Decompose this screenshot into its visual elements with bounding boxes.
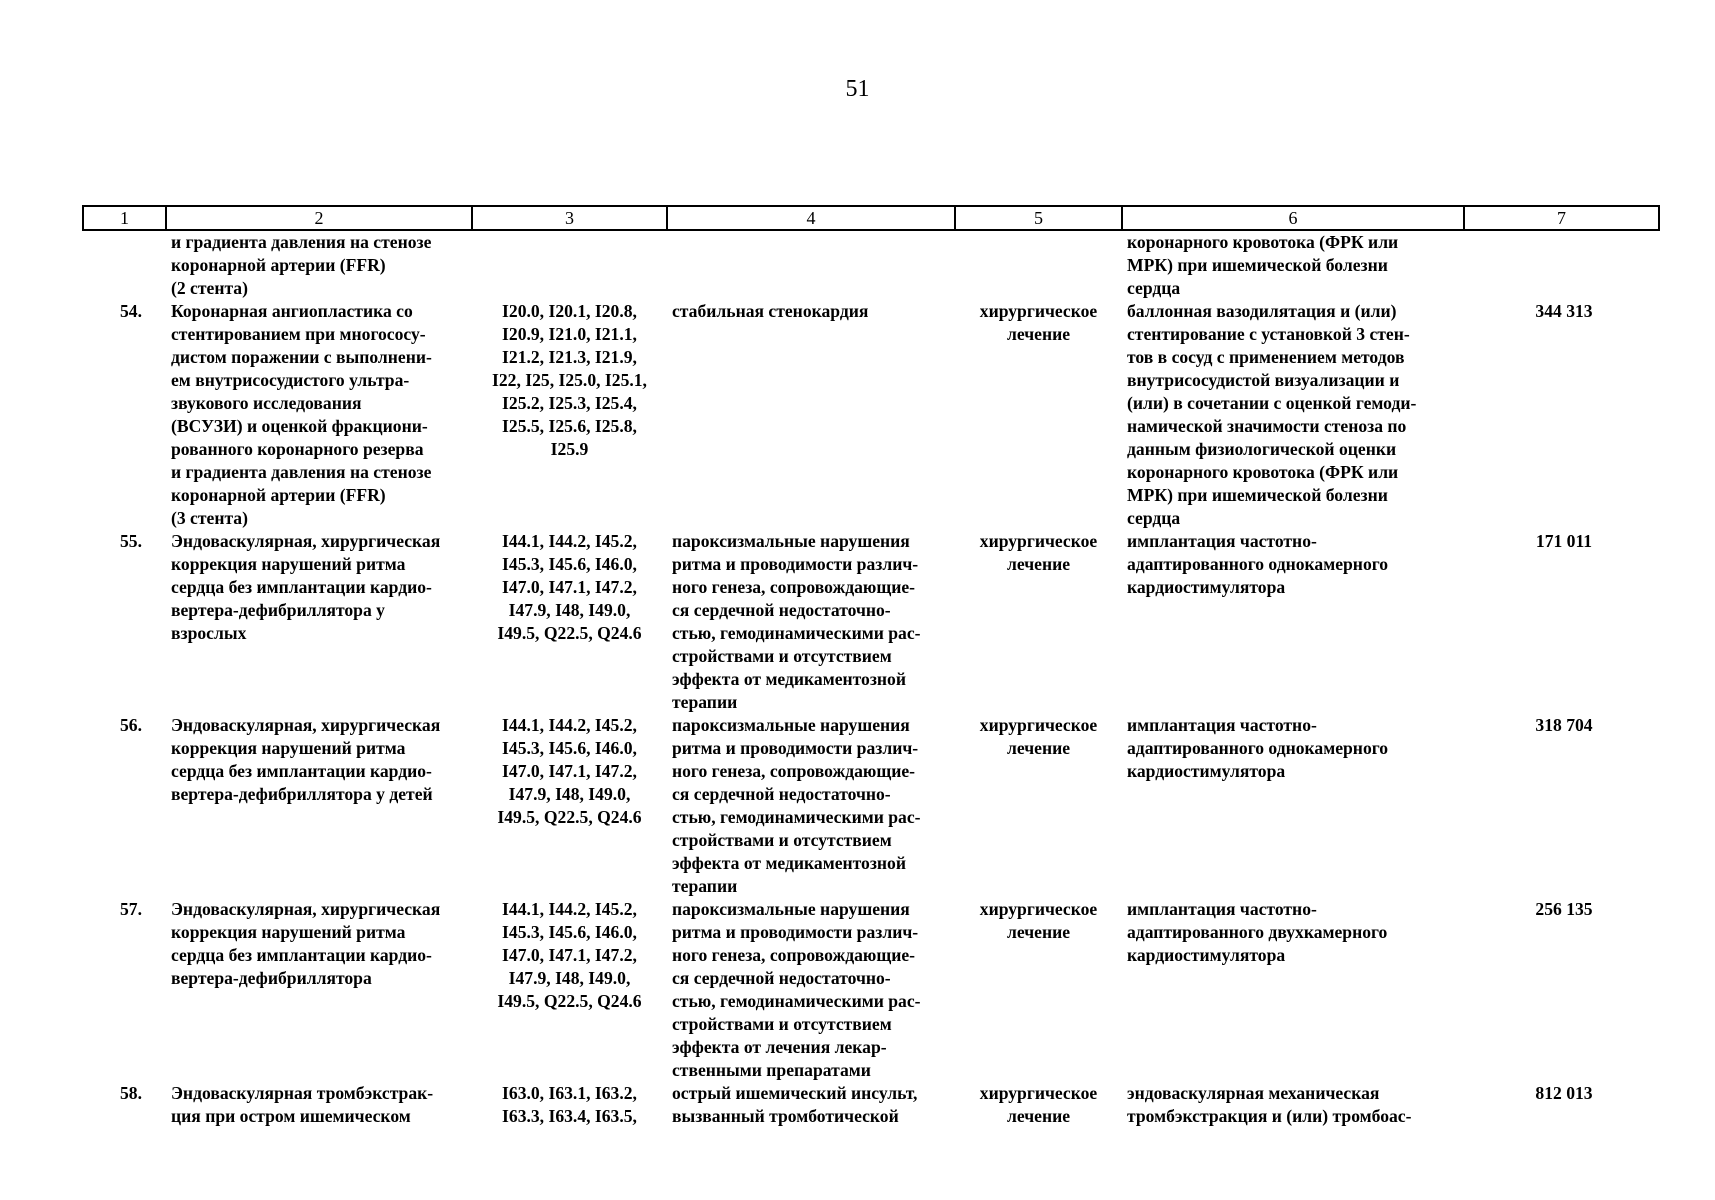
cell-line: коронарной артерии (FFR) <box>171 485 386 505</box>
cell-line: I49.5, Q22.5, Q24.6 <box>497 623 642 643</box>
cell-line: (2 стента) <box>171 278 248 298</box>
method-cell <box>1122 530 1464 714</box>
cell-line: I47.9, I48, I49.0, <box>508 784 631 804</box>
cont-num-cell <box>83 230 166 300</box>
codes-cell <box>472 530 667 714</box>
num-cell: 56. <box>120 715 142 735</box>
cell-line: коронарного кровотока (ФРК или <box>1127 462 1399 482</box>
header-col-3: 3 <box>472 206 667 230</box>
diag-cell <box>667 530 955 714</box>
cell-line: баллонная вазодилятация и (или) <box>1127 301 1397 321</box>
method-cell <box>1122 300 1464 530</box>
cell-line: хирургическое <box>979 301 1098 321</box>
cell-line: ритма и проводимости различ- <box>672 738 919 758</box>
cell-line: ем внутрисосудистого ультра- <box>171 370 410 390</box>
cell-line: внутрисосудистой визуализации и <box>1127 370 1400 390</box>
cell-line: ного генеза, сопровождающие- <box>672 945 916 965</box>
method-cell <box>1122 714 1464 898</box>
cell-line: ся сердечной недостаточно- <box>672 784 891 804</box>
cell-line: рованного коронарного резерва <box>171 439 424 459</box>
kind-cell <box>955 300 1122 530</box>
cell-line: имплантация частотно- <box>1127 715 1317 735</box>
cell-line: I45.3, I45.6, I46.0, <box>502 922 637 942</box>
cell-line: стройствами и отсутствием <box>672 830 892 850</box>
kind-cell <box>955 898 1122 1082</box>
table-row <box>83 1082 1659 1128</box>
cell-line: I47.9, I48, I49.0, <box>508 600 631 620</box>
cell-line: I47.9, I48, I49.0, <box>508 968 631 988</box>
cell-line: Эндоваскулярная, хирургическая <box>171 715 441 735</box>
cell-line: Эндоваскулярная, хирургическая <box>171 531 441 551</box>
cell-line: стройствами и отсутствием <box>672 1014 892 1034</box>
cell-line: I44.1, I44.2, I45.2, <box>502 531 637 551</box>
price-cell: 344 313 <box>1535 301 1593 321</box>
cell-line: МРК) при ишемической болезни <box>1127 255 1388 275</box>
cell-line: I20.0, I20.1, I20.8, <box>502 301 637 321</box>
codes-cell <box>472 1082 667 1128</box>
cell-line: пароксизмальные нарушения <box>672 715 910 735</box>
cell-line: стабильная стенокардия <box>672 301 869 321</box>
cell-line: I21.2, I21.3, I21.9, <box>502 347 637 367</box>
name-cell <box>166 1082 472 1128</box>
cell-line: стью, гемодинамическими рас- <box>672 807 921 827</box>
diag-cell <box>667 1082 955 1128</box>
cell-line: МРК) при ишемической болезни <box>1127 485 1388 505</box>
cell-line: I49.5, Q22.5, Q24.6 <box>497 991 642 1011</box>
cont-diag-cell <box>667 230 955 300</box>
num-cell: 57. <box>120 899 142 919</box>
cont-name-cell <box>166 230 472 300</box>
name-cell <box>166 898 472 1082</box>
num-cell: 55. <box>120 531 142 551</box>
cell-line: тромбэкстракция и (или) тромбоас- <box>1127 1106 1412 1126</box>
header-col-7: 7 <box>1464 206 1659 230</box>
codes-cell <box>472 300 667 530</box>
header-col-6: 6 <box>1122 206 1464 230</box>
cell-line: и градиента давления на стенозе <box>171 462 432 482</box>
header-col-1: 1 <box>83 206 166 230</box>
cell-line: кардиостимулятора <box>1127 945 1286 965</box>
table-body <box>83 230 1659 1128</box>
num-cell: 54. <box>120 301 142 321</box>
cell-line: эффекта от лечения лекар- <box>672 1037 887 1057</box>
cell-line: сердца <box>1127 508 1181 528</box>
cell-line: вертера-дефибриллятора у <box>171 600 385 620</box>
cell-line: I44.1, I44.2, I45.2, <box>502 899 637 919</box>
table-row <box>83 300 1659 530</box>
cell-line: пароксизмальные нарушения <box>672 899 910 919</box>
cell-line: стройствами и отсутствием <box>672 646 892 666</box>
name-cell <box>166 300 472 530</box>
cell-line: сердца без имплантации кардио- <box>171 761 432 781</box>
kind-cell <box>955 1082 1122 1128</box>
cell-line: хирургическое <box>979 715 1098 735</box>
cell-line: коронарной артерии (FFR) <box>171 255 386 275</box>
cell-line: I45.3, I45.6, I46.0, <box>502 738 637 758</box>
cell-line: дистом поражении с выполнени- <box>171 347 432 367</box>
cell-line: вертера-дефибриллятора <box>171 968 372 988</box>
name-cell <box>166 530 472 714</box>
cell-line: I25.9 <box>550 439 589 459</box>
cell-line: намической значимости стеноза по <box>1127 416 1407 436</box>
cell-line: хирургическое <box>979 1083 1098 1103</box>
table-row <box>83 898 1659 1082</box>
cell-line: Эндоваскулярная тромбэкстрак- <box>171 1083 434 1103</box>
cell-line: I47.0, I47.1, I47.2, <box>502 761 637 781</box>
cell-line: Эндоваскулярная, хирургическая <box>171 899 441 919</box>
cont-price-cell <box>1464 230 1659 300</box>
cell-line: адаптированного двухкамерного <box>1127 922 1388 942</box>
kind-cell <box>955 714 1122 898</box>
name-cell <box>166 714 472 898</box>
cell-line: лечение <box>1006 1106 1071 1126</box>
cell-line: вертера-дефибриллятора у детей <box>171 784 433 804</box>
cell-line: лечение <box>1006 324 1071 344</box>
cell-line: сердца без имплантации кардио- <box>171 577 432 597</box>
diag-cell <box>667 714 955 898</box>
cell-line: I47.0, I47.1, I47.2, <box>502 577 637 597</box>
cell-line: ритма и проводимости различ- <box>672 922 919 942</box>
cell-line: имплантация частотно- <box>1127 899 1317 919</box>
cell-line: острый ишемический инсульт, <box>672 1083 918 1103</box>
cell-line: эндоваскулярная механическая <box>1127 1083 1380 1103</box>
num-cell: 58. <box>120 1083 142 1103</box>
cell-line: лечение <box>1006 554 1071 574</box>
cell-line: (или) в сочетании с оценкой гемоди- <box>1127 393 1417 413</box>
cell-line: ся сердечной недостаточно- <box>672 968 891 988</box>
method-cell <box>1122 898 1464 1082</box>
diag-cell <box>667 898 955 1082</box>
cell-line: коронарного кровотока (ФРК или <box>1127 232 1399 252</box>
cell-line: I25.2, I25.3, I25.4, <box>502 393 637 413</box>
cell-line: кардиостимулятора <box>1127 577 1286 597</box>
cell-line: имплантация частотно- <box>1127 531 1317 551</box>
cell-line: хирургическое <box>979 899 1098 919</box>
table-row <box>83 530 1659 714</box>
page-number: 51 <box>845 76 870 102</box>
cell-line: лечение <box>1006 738 1071 758</box>
cell-line: пароксизмальные нарушения <box>672 531 910 551</box>
cell-line: стью, гемодинамическими рас- <box>672 991 921 1011</box>
cell-line: I63.3, I63.4, I63.5, <box>502 1106 637 1126</box>
cell-line: I45.3, I45.6, I46.0, <box>502 554 637 574</box>
cell-line: I25.5, I25.6, I25.8, <box>502 416 637 436</box>
cell-line: коррекция нарушений ритма <box>171 554 406 574</box>
cell-line: звукового исследования <box>171 393 362 413</box>
cell-line: сердца без имплантации кардио- <box>171 945 432 965</box>
cell-line: эффекта от медикаментозной <box>672 669 906 689</box>
cell-line: ритма и проводимости различ- <box>672 554 919 574</box>
cell-line: стентирование с установкой 3 стен- <box>1127 324 1410 344</box>
cell-line: Коронарная ангиопластика со <box>171 301 413 321</box>
cell-line: хирургическое <box>979 531 1098 551</box>
cell-line: и градиента давления на стенозе <box>171 232 432 252</box>
cell-line: кардиостимулятора <box>1127 761 1286 781</box>
cell-line: ного генеза, сопровождающие- <box>672 761 916 781</box>
cell-line: ственными препаратами <box>672 1060 871 1080</box>
method-cell <box>1122 1082 1464 1128</box>
cell-line: коррекция нарушений ритма <box>171 922 406 942</box>
cell-line: ного генеза, сопровождающие- <box>672 577 916 597</box>
cell-line: данным физиологической оценки <box>1127 439 1397 459</box>
header-col-5: 5 <box>955 206 1122 230</box>
cont-codes-cell <box>472 230 667 300</box>
cell-line: тов в сосуд с применением методов <box>1127 347 1405 367</box>
cell-line: коррекция нарушений ритма <box>171 738 406 758</box>
cell-line: стью, гемодинамическими рас- <box>672 623 921 643</box>
price-cell: 171 011 <box>1535 531 1593 551</box>
cell-line: I44.1, I44.2, I45.2, <box>502 715 637 735</box>
cell-line: I63.0, I63.1, I63.2, <box>502 1083 637 1103</box>
kind-cell <box>955 530 1122 714</box>
continuation-row <box>83 230 1659 300</box>
services-table <box>82 205 1660 1128</box>
cell-line: сердца <box>1127 278 1181 298</box>
cell-line: вызванный тромботической <box>672 1106 899 1126</box>
cell-line: стентированием при многососу- <box>171 324 426 344</box>
header-col-2: 2 <box>166 206 472 230</box>
table-row <box>83 714 1659 898</box>
cell-line: ция при остром ишемическом <box>171 1106 411 1126</box>
header-row <box>83 206 1659 230</box>
cell-line: адаптированного однокамерного <box>1127 738 1389 758</box>
codes-cell <box>472 898 667 1082</box>
price-cell: 812 013 <box>1535 1083 1593 1103</box>
cell-line: эффекта от медикаментозной <box>672 853 906 873</box>
cont-kind-cell <box>955 230 1122 300</box>
diag-cell <box>667 300 955 530</box>
cell-line: I47.0, I47.1, I47.2, <box>502 945 637 965</box>
cont-method-cell <box>1122 230 1464 300</box>
price-cell: 318 704 <box>1535 715 1593 735</box>
cell-line: лечение <box>1006 922 1071 942</box>
cell-line: взрослых <box>171 623 247 643</box>
cell-line: терапии <box>672 876 738 896</box>
cell-line: терапии <box>672 692 738 712</box>
cell-line: I22, I25, I25.0, I25.1, <box>492 370 647 390</box>
cell-line: ся сердечной недостаточно- <box>672 600 891 620</box>
header-col-4: 4 <box>667 206 955 230</box>
cell-line: I20.9, I21.0, I21.1, <box>502 324 637 344</box>
codes-cell <box>472 714 667 898</box>
price-cell: 256 135 <box>1535 899 1593 919</box>
cell-line: адаптированного однокамерного <box>1127 554 1389 574</box>
cell-line: (3 стента) <box>171 508 248 528</box>
cell-line: I49.5, Q22.5, Q24.6 <box>497 807 642 827</box>
cell-line: (ВСУЗИ) и оценкой фракциони- <box>171 416 428 436</box>
